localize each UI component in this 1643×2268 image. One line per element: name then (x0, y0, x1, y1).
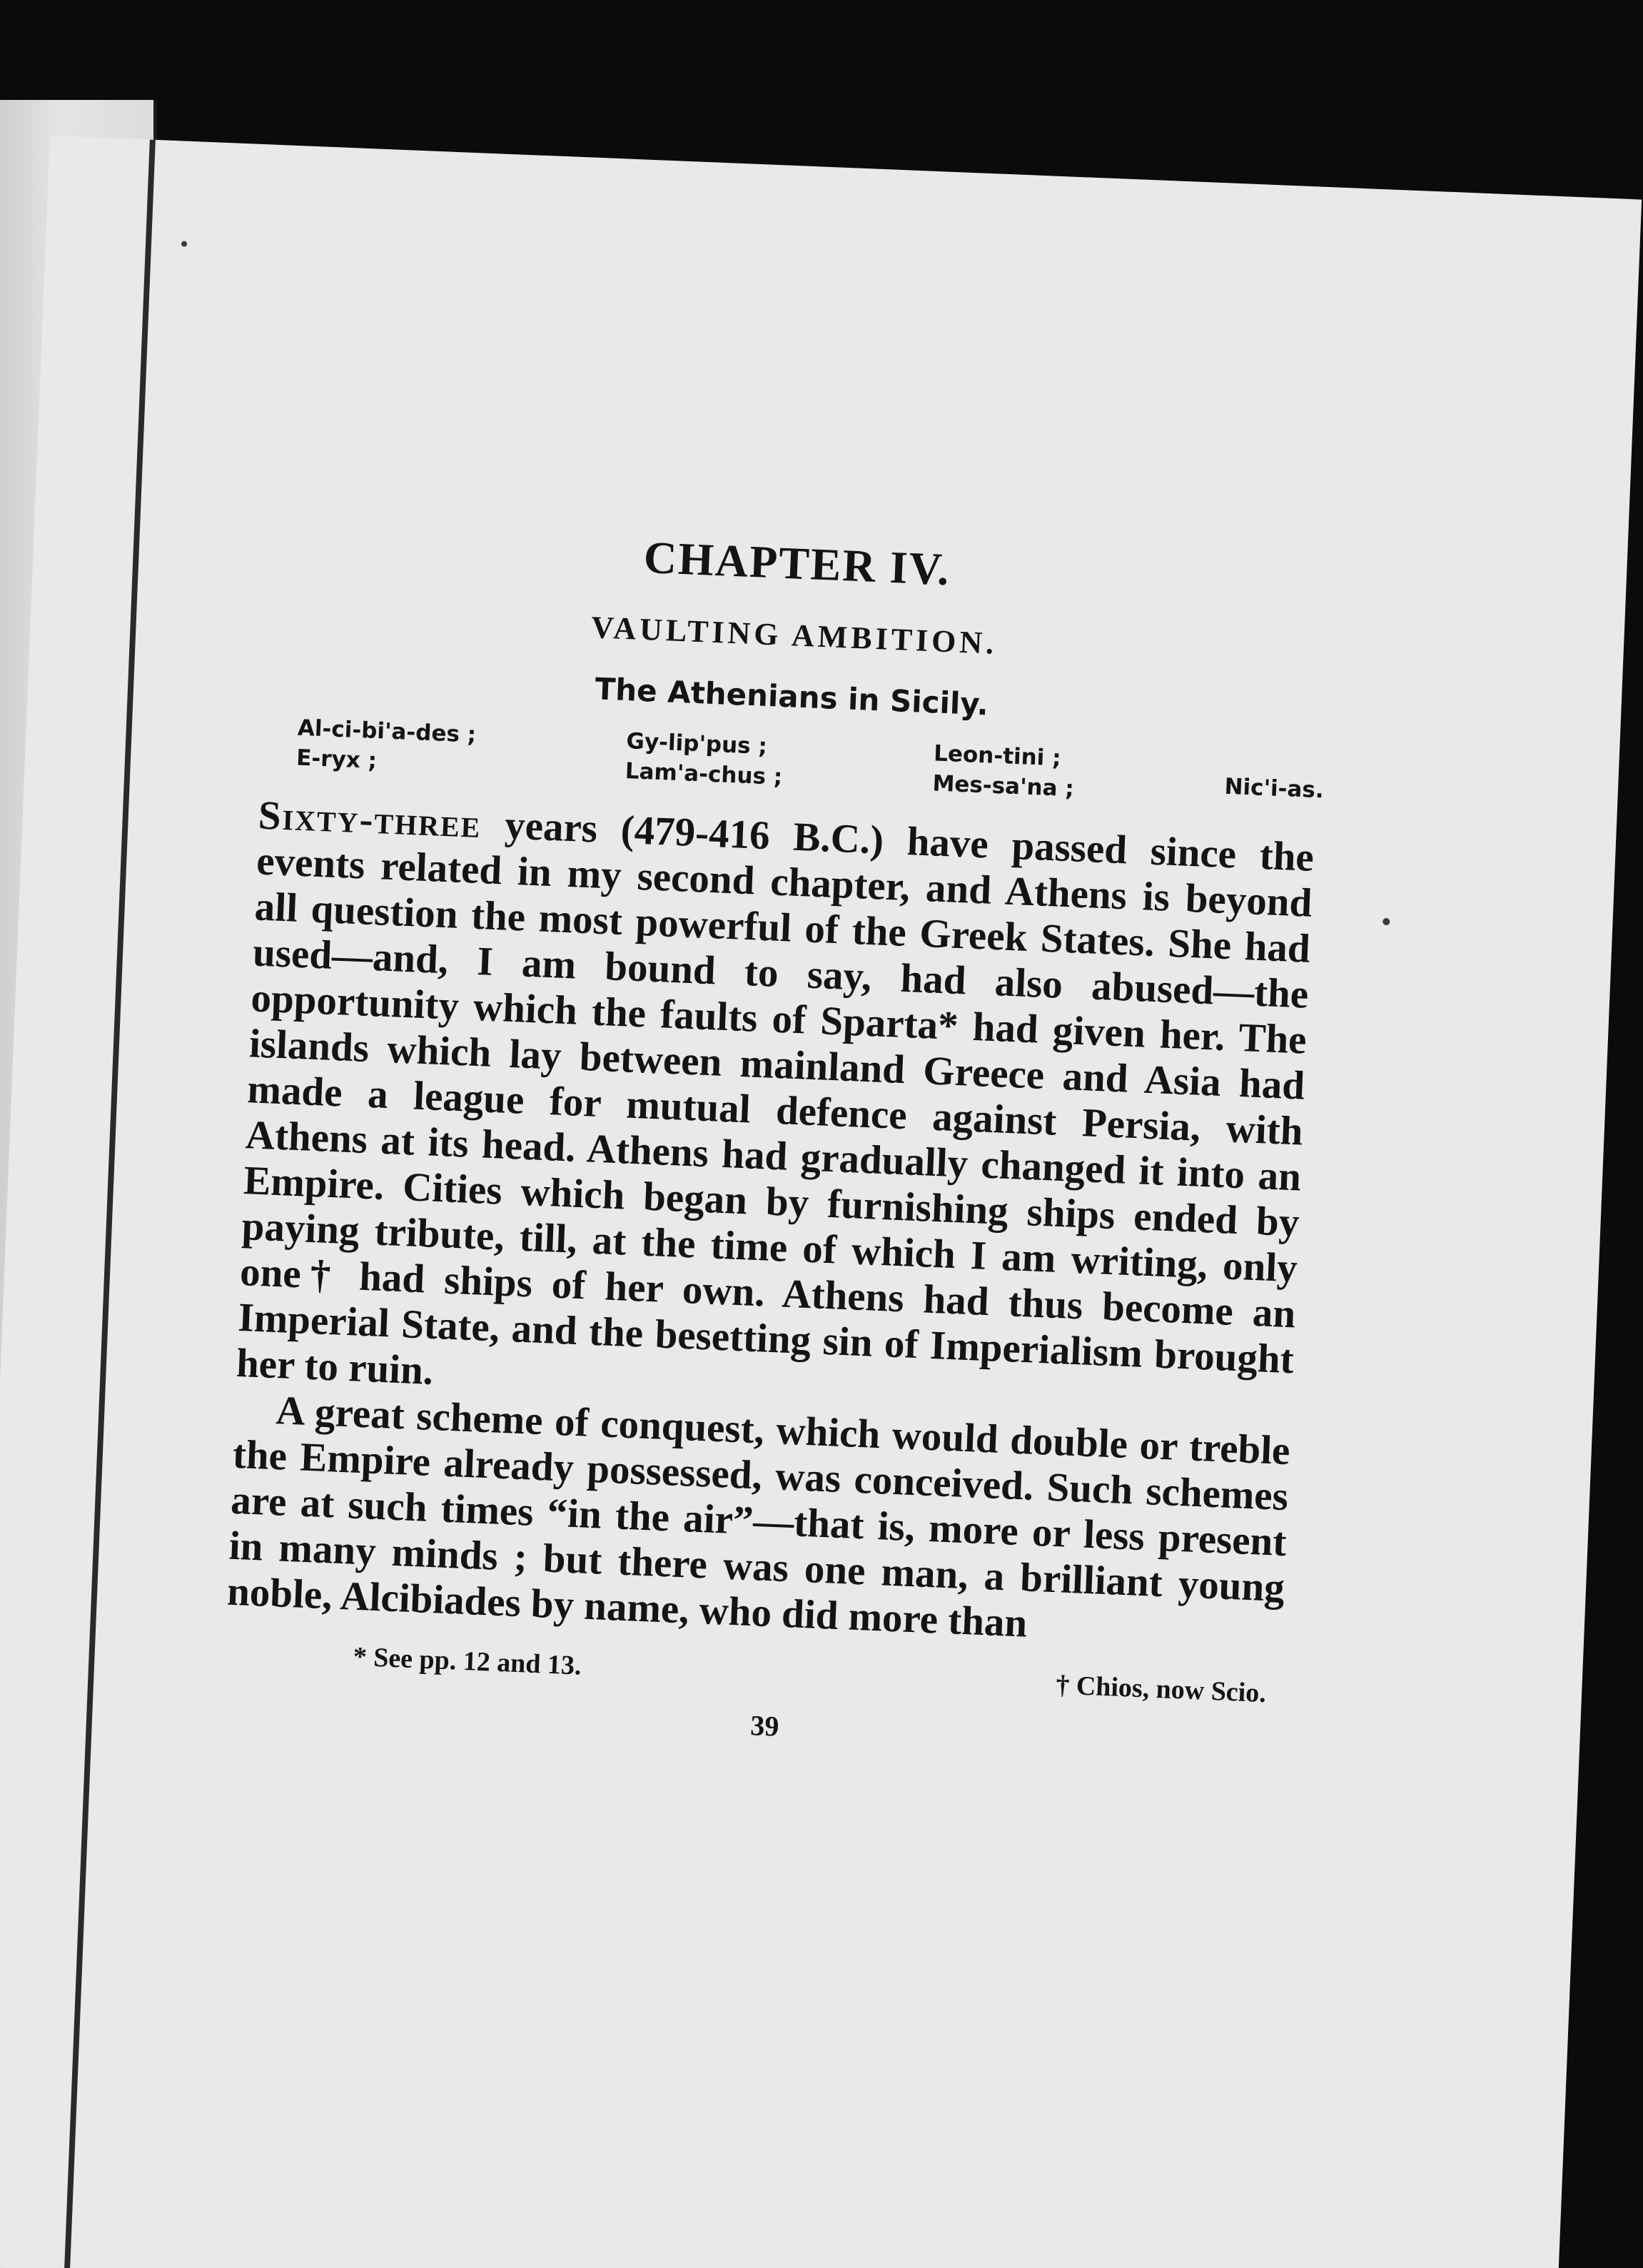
pronunciation-entry: Leon-tini ; (933, 740, 1062, 772)
paragraph-1 (236, 793, 1315, 1429)
chapter-heading: CHAPTER IV. (642, 531, 951, 595)
paragraph-2: A great scheme of conquest, which would double or treble the Empire already possessed, was conceived. Such schemes are at such times “in the air”—that is, more or less present in many minds ; but there was one man, a brilliant young noble, Alcibiades by name, who did more than (226, 1388, 1291, 1646)
page-number: 39 (749, 1709, 780, 1743)
pronunciation-column (1223, 750, 1325, 815)
pronunciation-column (932, 738, 1076, 804)
pronunciation-entry: Lam'a-chus ; (625, 758, 783, 790)
scan-speck (181, 241, 187, 247)
page-gutter (64, 140, 156, 2268)
pronunciation-entry: Gy-lip'pus ; (625, 728, 768, 760)
chapter-title: VAULTING AMBITION. (590, 610, 999, 661)
paragraph-1-text: years (479-416 B.C.) have passed since the events related in my second chapter, and Athens is beyond all question the most powerful of the Greek States. She had used—and, I am bound to say, had also abused—the opportunity which the faults of Sparta* had given her. The islands which lay between mainland Greece and Asia had made a league for mutual defence against Persia, with Athens at its head. Athens had gradually changed it into an Empire. Cities which began by furnishing ships ended by paying tribute, till, at the time of which I am writing, only one† had ships of her own. Athens had thus become an Imperial State, and the besetting sin of Imperialism brought her to ruin. (235, 802, 1315, 1393)
scan-speck (1382, 918, 1390, 925)
pronunciation-entry: E-ryx ; (295, 745, 378, 775)
pronunciation-column (295, 713, 476, 780)
footnote-left: * See pp. 12 and 13. (352, 1641, 582, 1681)
book-page (0, 136, 1642, 2268)
paragraph-lead-words: Sixty-three (257, 792, 482, 847)
pronunciation-entry: Nic'i-as. (1223, 773, 1325, 804)
section-title: The Athenians in Sicily. (594, 671, 989, 722)
page-content (222, 516, 1326, 1763)
body-text (226, 793, 1315, 1657)
pronunciation-entry: Mes-sa'na ; (931, 770, 1075, 802)
pronunciation-column (625, 726, 784, 792)
pronunciation-entry: Al-ci-bi'a-des ; (297, 715, 477, 748)
footnote-right: † Chios, now Scio. (1055, 1670, 1267, 1709)
